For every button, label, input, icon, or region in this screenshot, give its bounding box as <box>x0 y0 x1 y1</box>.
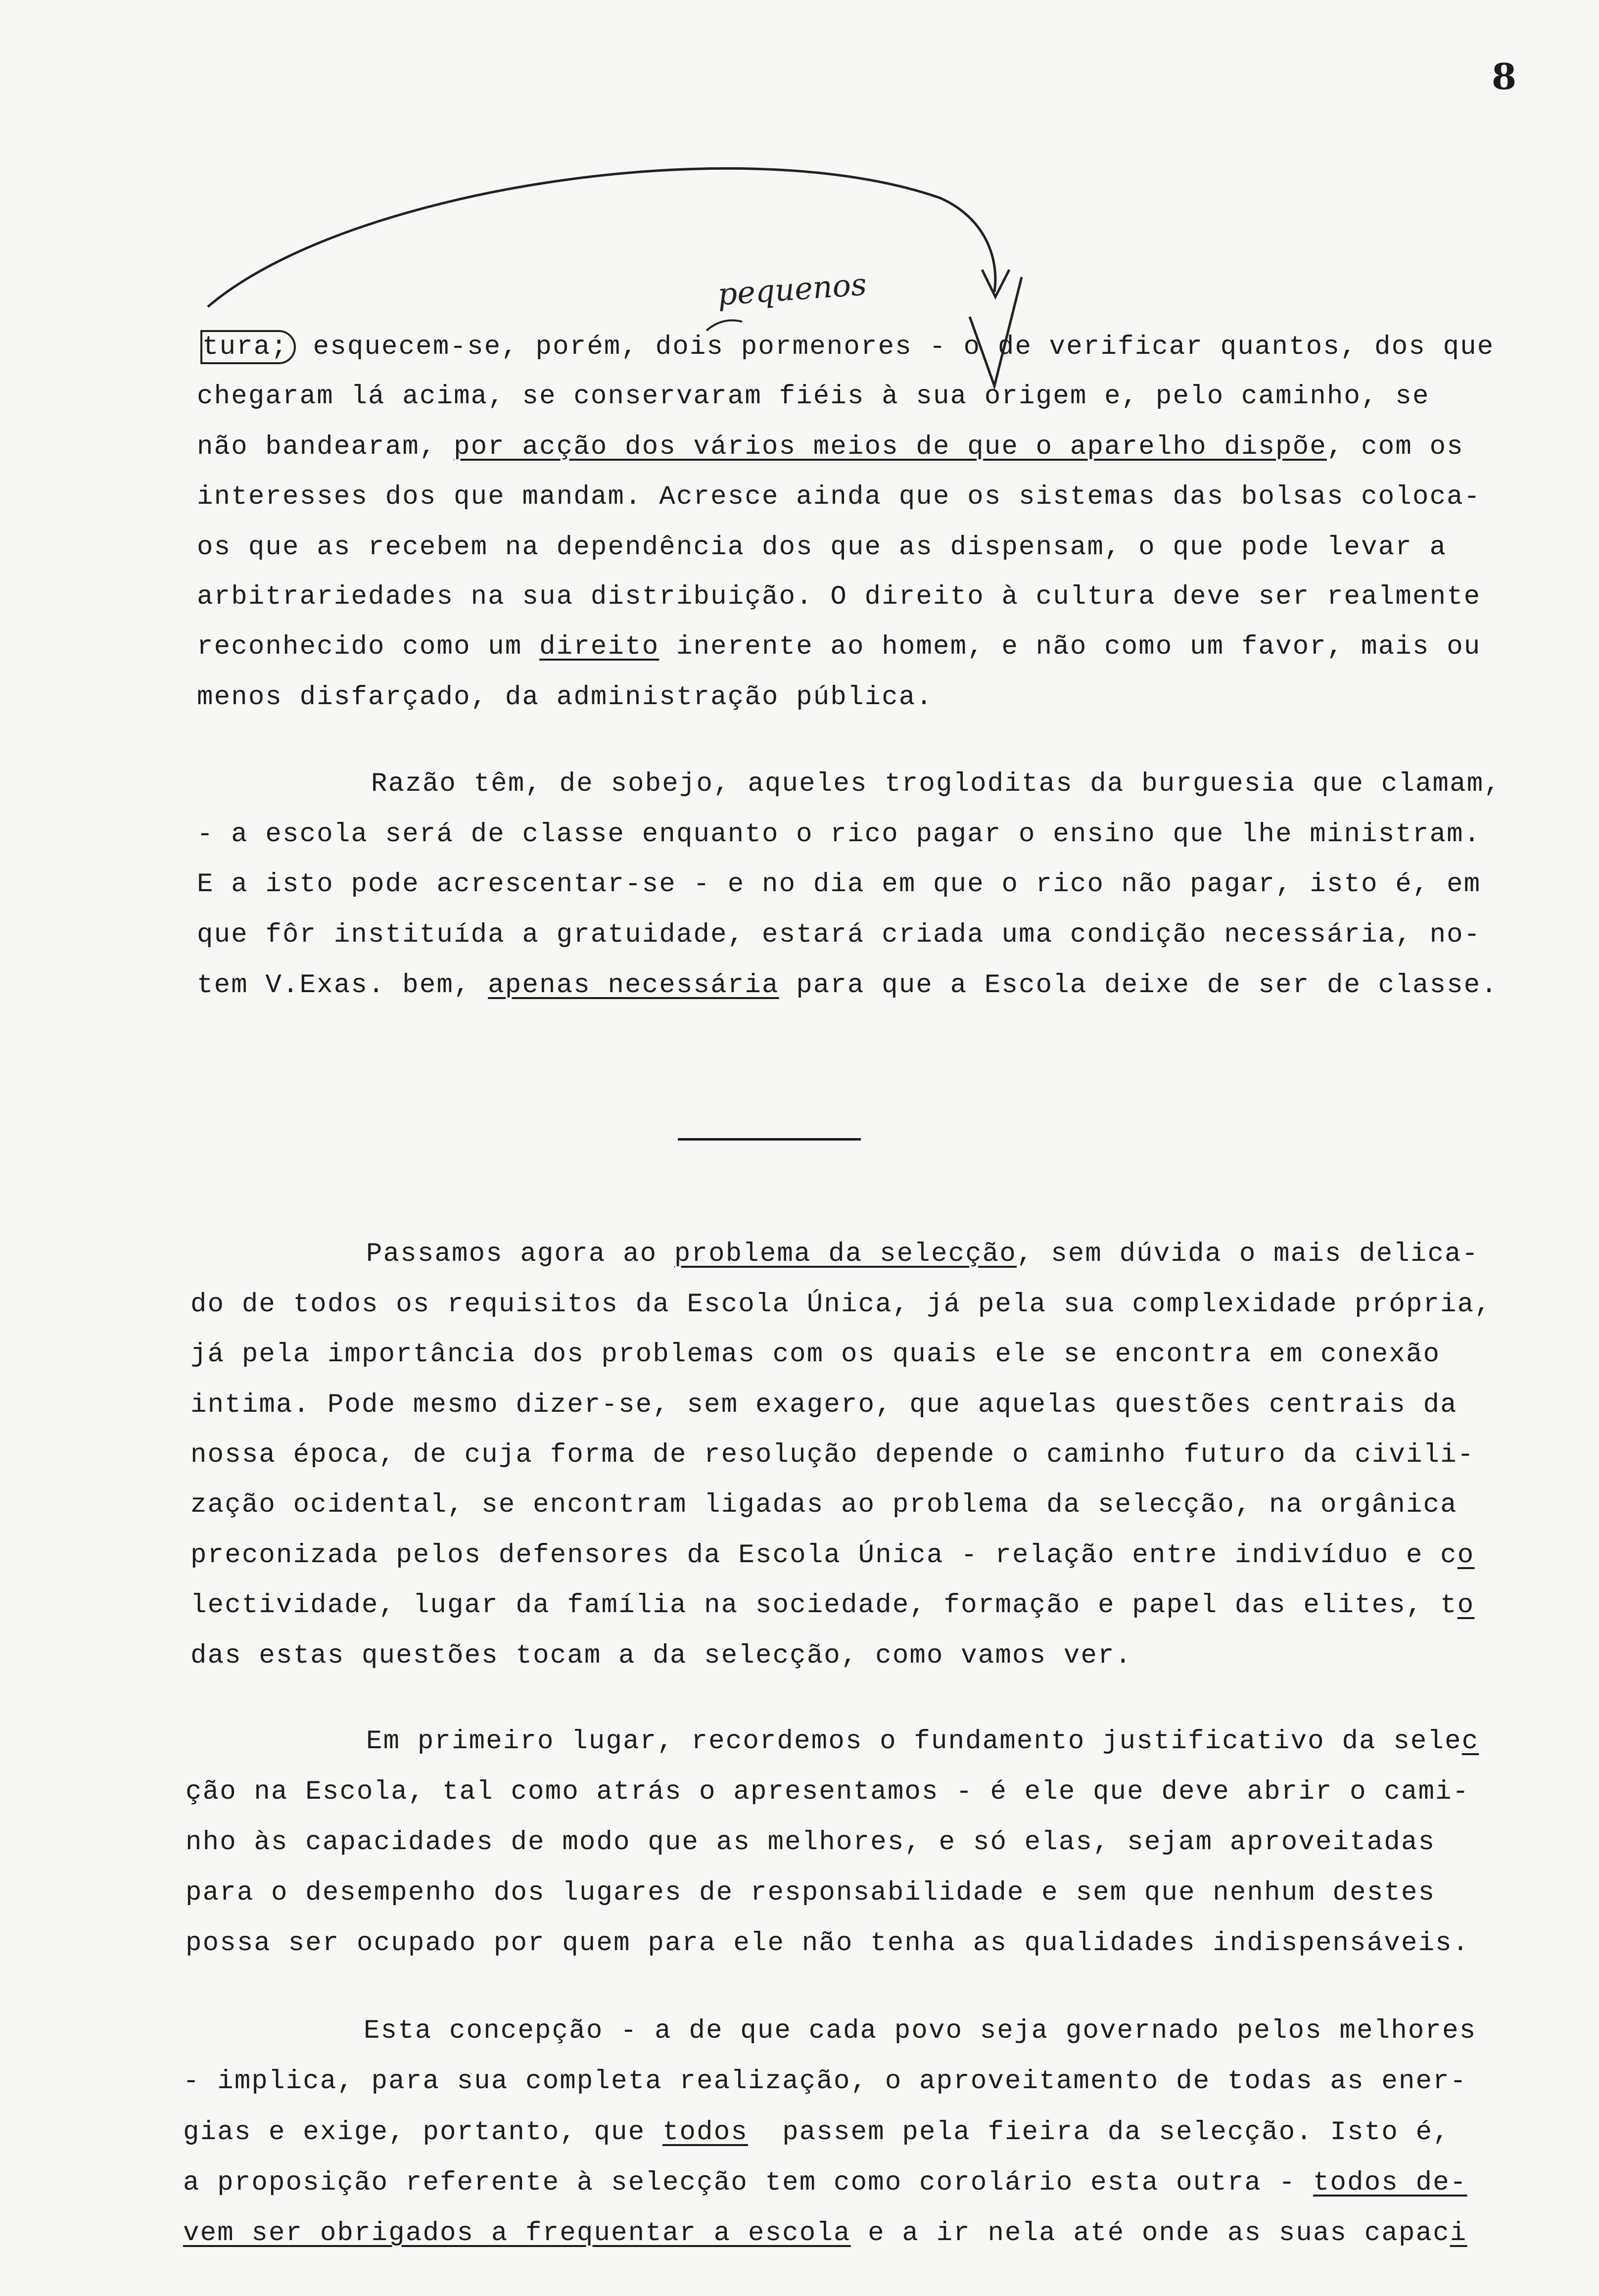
circled-word: tura; <box>200 330 296 364</box>
para2-line5: tem V.Exas. bem, apenas necessária para que a Escola deixe de ser de classe. <box>197 970 1499 1001</box>
para1-line5: os que as recebem na dependência dos que as dispensam, o que pode levar a <box>197 532 1447 563</box>
underlined-phrase: problema da selecção <box>674 1239 1017 1269</box>
para1-line7: reconhecido como um direito inerente ao homem, e não como um favor, mais ou <box>197 632 1481 662</box>
para3-line3: já pela importância dos problemas com os quais ele se encontra em conexão <box>190 1339 1441 1370</box>
para3-line8: lectividade, lugar da família na sociedade, formação e papel das elites, to <box>190 1590 1475 1621</box>
para2-line3: E a isto pode acrescentar-se - e no dia em que o rico não pagar, isto é, em <box>197 869 1481 900</box>
page-number: 8 <box>1492 55 1517 97</box>
para3-line4: intima. Pode mesmo dizer-se, sem exagero, que aquelas questões centrais da <box>190 1390 1458 1420</box>
section-divider <box>678 1138 861 1141</box>
para1-line2: chegaram lá acima, se conservaram fiéis à sua origem e, pelo caminho, se <box>197 382 1430 412</box>
para1-line4: interesses dos que mandam. Acresce ainda que os sistemas das bolsas coloca- <box>197 482 1481 512</box>
para1-line3: não bandearam, por acção dos vários meios de que o aparelho dispõe, com os <box>197 432 1464 462</box>
underlined-phrase: apenas necessária <box>488 970 779 1001</box>
para1-line8: menos disfarçado, da administração pública. <box>197 682 934 713</box>
para2-line2: - a escola será de classe enquanto o rico pagar o ensino que lhe ministram. <box>197 819 1481 850</box>
para3-line2: do de todos os requisitos da Escola Única, já pela sua complexidade própria, <box>190 1290 1492 1320</box>
para4-line1: Em primeiro lugar, recordemos o fundamento justificativo da selec <box>366 1726 1479 1757</box>
para4-line2: ção na Escola, tal como atrás o apresentamos - é ele que deve abrir o cami- <box>186 1777 1470 1807</box>
para3-line9: das estas questões tocam a da selecção, como vamos ver. <box>190 1641 1132 1671</box>
para3-line1: Passamos agora ao problema da selecção, sem dúvida o mais delica- <box>366 1239 1479 1269</box>
para3-line6: zação ocidental, se encontram ligadas ao problema da selecção, na orgânica <box>190 1490 1458 1520</box>
underlined-phrase: todos de- <box>1313 2168 1467 2198</box>
para1-line6: arbitrariedades na sua distribuição. O direito à cultura deve ser realmente <box>197 582 1481 612</box>
para5-line4: a proposição referente à selecção tem como corolário esta outra - todos de- <box>183 2168 1467 2198</box>
underlined-word: todos <box>662 2117 748 2148</box>
para5-line1: Esta concepção - a de que cada povo seja governado pelos melhores <box>364 2016 1477 2046</box>
para4-line3: nho às capacidades de modo que as melhores, e só elas, sejam aproveitadas <box>186 1827 1436 1858</box>
para5-line2: - implica, para sua completa realização, o aproveitamento de todas as ener- <box>183 2066 1467 2097</box>
para2-line4: que fôr instituída a gratuidade, estará criada uma condição necessária, no- <box>197 920 1481 950</box>
handwritten-note: pequenos <box>716 266 868 313</box>
para5-line3: gias e exige, portanto, que todos passem pela fieira da selecção. Isto é, <box>183 2117 1450 2148</box>
para4-line4: para o desempenho dos lugares de responsabilidade e sem que nenhum destes <box>186 1878 1436 1908</box>
para4-line5: possa ser ocupado por quem para ele não tenha as qualidades indispensáveis. <box>186 1928 1470 1959</box>
underlined-word: direito <box>539 632 659 662</box>
para3-line5: nossa época, de cuja forma de resolução depende o caminho futuro da civili- <box>190 1440 1475 1470</box>
para1-line1: tura; esquecem-se, porém, dois pormenores - o de verificar quantos, dos que <box>200 333 1494 362</box>
para5-line5: vem ser obrigados a frequentar a escola e a ir nela até onde as suas capaci <box>183 2218 1467 2248</box>
para2-line1: Razão têm, de sobejo, aqueles trogloditas da burguesia que clamam, <box>371 769 1501 799</box>
underlined-phrase: por acção dos vários meios de que o aparelho dispõe <box>454 432 1327 462</box>
underlined-phrase: vem ser obrigados a frequentar a escola <box>183 2218 851 2248</box>
para3-line7: preconizada pelos defensores da Escola Única - relação entre indivíduo e co <box>190 1540 1475 1571</box>
